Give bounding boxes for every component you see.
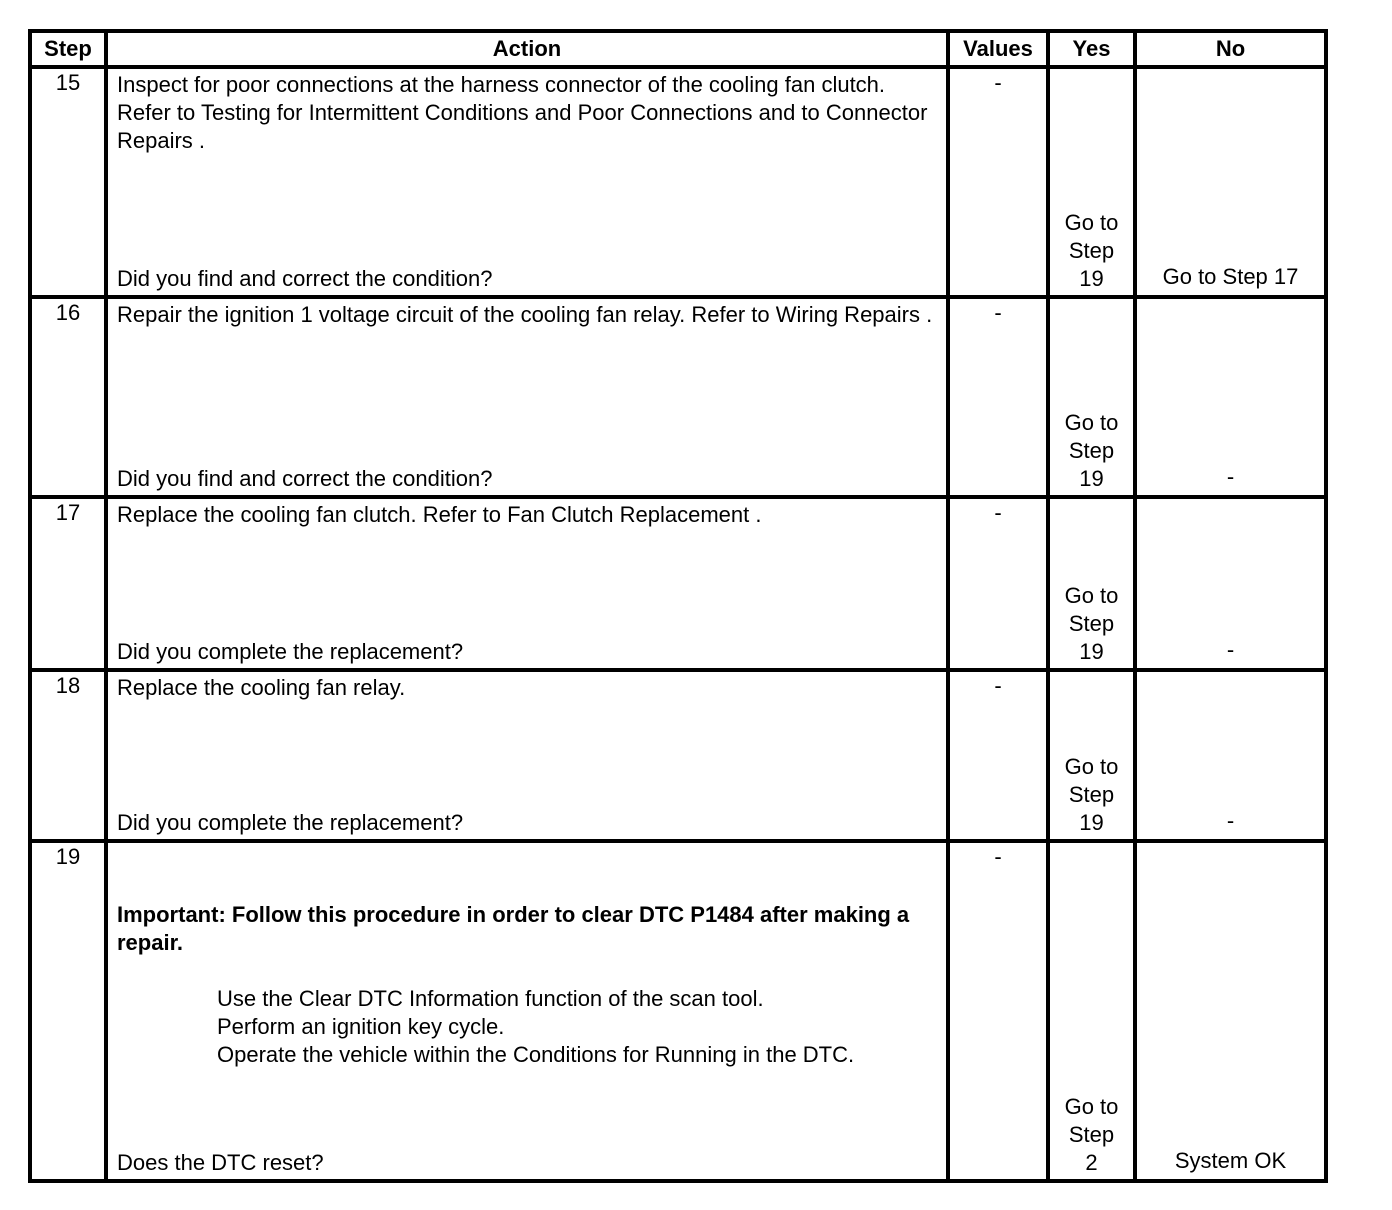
no-cell [1135, 67, 1326, 297]
no-text: - [1226, 808, 1235, 833]
action-content [117, 901, 942, 1069]
values-cell: - [948, 670, 1048, 841]
action-cell [106, 297, 948, 497]
step-number: 18 [30, 670, 106, 841]
yes-cell [1048, 497, 1135, 670]
action-text: Replace the cooling fan clutch. Refer to Fan Clutch Replacement . [117, 502, 762, 527]
action-cell [106, 670, 948, 841]
step-number: 19 [30, 841, 106, 1181]
yes-text: Go to Step 2 [1064, 1094, 1119, 1175]
procedure-item: Use the Clear DTC Information function of the scan tool. [217, 986, 764, 1011]
action-question: Did you complete the replacement? [117, 810, 464, 835]
action-question: Does the DTC reset? [117, 1150, 324, 1175]
action-text: Repair the ignition 1 voltage circuit of the cooling fan relay. Refer to Wiring Repairs . [117, 302, 933, 327]
no-cell [1135, 297, 1326, 497]
yes-text: Go to Step 19 [1064, 210, 1119, 291]
yes-cell [1048, 670, 1135, 841]
header-yes: Yes [1048, 31, 1135, 67]
action-question: Did you find and correct the condition? [117, 266, 493, 291]
step-number: 17 [30, 497, 106, 670]
yes-cell [1048, 297, 1135, 497]
action-text: Inspect for poor connections at the harness connector of the cooling fan clutch. Refer to Testing for Intermittent Conditions and Poor Connections and to Connector Repairs . [117, 72, 928, 153]
header-values: Values [948, 31, 1048, 67]
header-step: Step [30, 31, 106, 67]
table-row [30, 497, 1326, 670]
no-text: - [1226, 464, 1235, 489]
yes-cell [1048, 67, 1135, 297]
action-text: Replace the cooling fan relay. [117, 675, 406, 700]
action-question: Did you find and correct the condition? [117, 466, 493, 491]
table-row [30, 297, 1326, 497]
no-cell [1135, 670, 1326, 841]
table-row [30, 841, 1326, 1181]
values-cell: - [948, 67, 1048, 297]
values-cell: - [948, 297, 1048, 497]
no-text: Go to Step 17 [1162, 264, 1299, 289]
header-no: No [1135, 31, 1326, 67]
action-cell [106, 67, 948, 297]
yes-text: Go to Step 19 [1064, 583, 1119, 664]
action-question: Did you complete the replacement? [117, 639, 464, 664]
important-note: Important: Follow this procedure in order to clear DTC P1484 after making a repair. [117, 902, 910, 955]
step-number: 15 [30, 67, 106, 297]
step-number: 16 [30, 297, 106, 497]
no-cell [1135, 841, 1326, 1181]
action-cell [106, 841, 948, 1181]
action-cell [106, 497, 948, 670]
header-row [30, 31, 1326, 67]
yes-text: Go to Step 19 [1064, 410, 1119, 491]
no-text: - [1226, 637, 1235, 662]
no-text: System OK [1174, 1148, 1287, 1173]
values-cell: - [948, 841, 1048, 1181]
header-action: Action [106, 31, 948, 67]
procedure-item: Operate the vehicle within the Conditions for Running in the DTC. [217, 1042, 855, 1067]
procedure-item: Perform an ignition key cycle. [217, 1014, 505, 1039]
diagnostic-table [28, 29, 1328, 1183]
table-row [30, 67, 1326, 297]
values-cell: - [948, 497, 1048, 670]
yes-text: Go to Step 19 [1064, 754, 1119, 835]
yes-cell [1048, 841, 1135, 1181]
no-cell [1135, 497, 1326, 670]
table-row [30, 670, 1326, 841]
